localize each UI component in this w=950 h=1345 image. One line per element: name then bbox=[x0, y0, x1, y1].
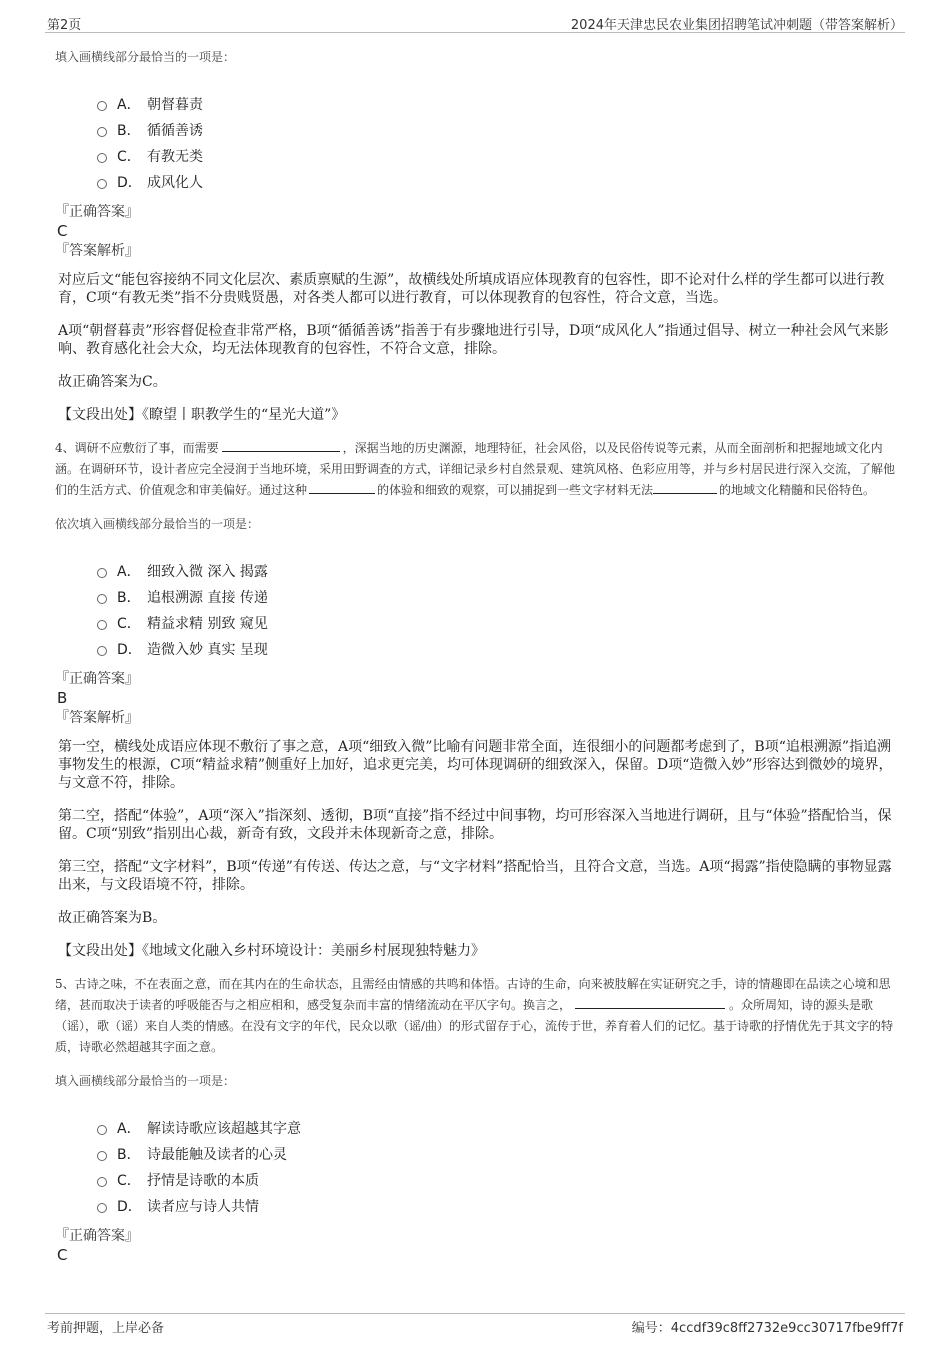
question-text-part: ，深据当地的历史渊源，地理特征，社会风俗，以及民俗传说等元素，从而全面剖析和把握地域文化内涵。在调研环节，设计者应完全浸润于当地环境，采用田野调查的方式，详细记录乡村自然景观、建筑风格、色彩应用等，并与乡村居民进行深入交流，了解他们的生活方式、价值观念和审美偏好。通过这种 bbox=[55, 441, 896, 497]
footer-slogan: 考前押题，上岸必备 bbox=[47, 1321, 165, 1336]
fill-blank bbox=[222, 439, 340, 452]
option-text: 精益求精 别致 窥见 bbox=[147, 616, 268, 632]
question-text-part: 4、调研不应敷衍了事，而需要 bbox=[55, 441, 219, 455]
analysis-body bbox=[55, 271, 895, 391]
radio-icon[interactable] bbox=[97, 620, 107, 630]
option-text: 抒情是诗歌的本质 bbox=[147, 1173, 259, 1189]
option-text: 解读诗歌应该超越其字意 bbox=[147, 1121, 301, 1137]
analysis-paragraph: 第二空，搭配“体验”，A项“深入”指深刻、透彻，B项“直接”指不经过中间事物，均可形容深入当地进行调研，且与“体验”搭配恰当，保留。C项“别致”指别出心裁，新奇有致，文段并未体现新奇之意，排除。 bbox=[58, 808, 892, 842]
page-footer bbox=[45, 1313, 905, 1334]
radio-icon[interactable] bbox=[97, 1177, 107, 1187]
answer-label: 『正确答案』 bbox=[55, 204, 139, 220]
option-letter: D． bbox=[117, 642, 142, 658]
option-letter: B． bbox=[117, 123, 141, 139]
analysis-body bbox=[55, 738, 895, 927]
page-content bbox=[55, 44, 895, 1266]
radio-icon[interactable] bbox=[97, 1203, 107, 1213]
option-letter: A． bbox=[117, 1121, 141, 1137]
question-text-part: 。众所周知，诗的源头是歌（谣），歌（谣）来自人类的情感。在没有文字的年代，民众以歌（谣/曲）的形式留存于心，流传于世，养育着人们的记忆。基于诗歌的抒情优先于其文字的特质，诗歌必然超越其字面之意。 bbox=[55, 998, 894, 1054]
option-letter: D． bbox=[117, 175, 142, 191]
question-text-part: 5、古诗之味，不在表面之意，而在其内在的生命状态，且需经由情感的共鸣和体悟。古诗的生命，向来被肢解在实证研究之手，诗的情趣即在品读之心境和思绪，甚而取决于读者的呼吸能否与之相应相和，感受复杂而丰富的情绪流动在平仄字句。换言之， bbox=[55, 977, 891, 1012]
radio-icon[interactable] bbox=[97, 646, 107, 656]
document-serial: 编号：4ccdf39c8ff2732e9cc30717fbe9ff7f bbox=[631, 1321, 903, 1336]
correct-answer: B bbox=[57, 689, 68, 707]
radio-icon[interactable] bbox=[97, 568, 107, 578]
correct-answer: C bbox=[57, 222, 68, 240]
option-letter: A． bbox=[117, 564, 141, 580]
question-text bbox=[55, 974, 895, 1058]
fill-blank bbox=[653, 481, 717, 494]
fill-blank bbox=[309, 481, 375, 494]
option-b[interactable] bbox=[97, 1141, 895, 1167]
option-b[interactable] bbox=[97, 584, 895, 610]
passage-source: 【文段出处】《地域文化融入乡村环境设计：美丽乡村展现独特魅力》 bbox=[58, 943, 485, 959]
analysis-paragraph: 故正确答案为C。 bbox=[58, 374, 167, 390]
question-5 bbox=[55, 974, 895, 1265]
question-text-part: 的地域文化精髓和民俗特色。 bbox=[719, 483, 876, 497]
option-d[interactable] bbox=[97, 636, 895, 662]
radio-icon[interactable] bbox=[97, 127, 107, 137]
question-prompt: 依次填入画横线部分最恰当的一项是： bbox=[55, 517, 260, 531]
radio-icon[interactable] bbox=[97, 1125, 107, 1135]
option-c[interactable] bbox=[97, 610, 895, 636]
option-letter: B． bbox=[117, 1147, 141, 1163]
radio-icon[interactable] bbox=[97, 179, 107, 189]
answer-label: 『正确答案』 bbox=[55, 671, 139, 687]
option-letter: C． bbox=[117, 1173, 141, 1189]
document-title: 2024年天津忠民农业集团招聘笔试冲刺题（带答案解析） bbox=[570, 18, 903, 33]
option-list bbox=[97, 558, 895, 662]
radio-icon[interactable] bbox=[97, 1151, 107, 1161]
option-d[interactable] bbox=[97, 169, 895, 195]
analysis-paragraph: A项“朝督暮责”形容督促检查非常严格，B项“循循善诱”指善于有步骤地进行引导，D项“成风化人”指通过倡导、树立一种社会风气来影响、教育感化社会大众，均无法体现教育的包容性，不符合文意，排除。 bbox=[58, 323, 889, 357]
question-text bbox=[55, 438, 895, 501]
option-letter: D． bbox=[117, 1199, 142, 1215]
question-prompt: 填入画横线部分最恰当的一项是： bbox=[55, 50, 236, 64]
answer-label: 『正确答案』 bbox=[55, 1228, 139, 1244]
option-text: 追根溯源 直接 传递 bbox=[147, 590, 268, 606]
option-text: 读者应与诗人共情 bbox=[147, 1199, 259, 1215]
option-letter: B． bbox=[117, 590, 141, 606]
correct-answer: C bbox=[57, 1246, 68, 1264]
analysis-label: 『答案解析』 bbox=[55, 710, 139, 726]
option-text: 细致入微 深入 揭露 bbox=[147, 564, 268, 580]
option-c[interactable] bbox=[97, 143, 895, 169]
option-c[interactable] bbox=[97, 1167, 895, 1193]
option-a[interactable] bbox=[97, 558, 895, 584]
question-text-part: 的体验和细致的观察，可以捕捉到一些文字材料无法 bbox=[377, 483, 654, 497]
option-text: 成风化人 bbox=[147, 175, 203, 191]
option-a[interactable] bbox=[97, 1115, 895, 1141]
option-a[interactable] bbox=[97, 91, 895, 117]
option-text: 诗最能触及读者的心灵 bbox=[147, 1147, 287, 1163]
question-4 bbox=[55, 438, 895, 960]
radio-icon[interactable] bbox=[97, 153, 107, 163]
option-text: 朝督暮责 bbox=[147, 97, 203, 113]
option-letter: A． bbox=[117, 97, 141, 113]
option-list bbox=[97, 91, 895, 195]
option-list bbox=[97, 1115, 895, 1219]
option-text: 循循善诱 bbox=[147, 123, 203, 139]
page-header bbox=[45, 12, 905, 33]
page-number: 第2页 bbox=[47, 18, 82, 33]
option-letter: C． bbox=[117, 149, 141, 165]
analysis-paragraph: 对应后文“能包容接纳不同文化层次、素质禀赋的生源”，故横线处所填成语应体现教育的包容性，即不论对什么样的学生都可以进行教育，C项“有教无类”指不分贵贱贤愚，对各类人都可以进行教育，可以体现教育的包容性，符合文意，当选。 bbox=[58, 272, 885, 306]
option-text: 造微入妙 真实 呈现 bbox=[147, 642, 268, 658]
option-text: 有教无类 bbox=[147, 149, 203, 165]
analysis-paragraph: 第三空，搭配“文字材料”，B项“传递”有传送、传达之意，与“文字材料”搭配恰当，且符合文意，当选。A项“揭露”指使隐瞒的事物显露出来，与文段语境不符，排除。 bbox=[58, 859, 892, 893]
radio-icon[interactable] bbox=[97, 101, 107, 111]
analysis-paragraph: 第一空，横线处成语应体现不敷衍了事之意，A项“细致入微”比喻有问题非常全面，连很细小的问题都考虑到了，B项“追根溯源”指追溯事物发生的根源，C项“精益求精”侧重好上加好，追求更完美，均可体现调研的细致深入，保留。D项“造微入妙”形容达到微妙的境界，与文意不符，排除。 bbox=[58, 739, 893, 791]
option-b[interactable] bbox=[97, 117, 895, 143]
option-letter: C． bbox=[117, 616, 141, 632]
analysis-label: 『答案解析』 bbox=[55, 243, 139, 259]
option-d[interactable] bbox=[97, 1193, 895, 1219]
question-3 bbox=[55, 48, 895, 424]
fill-blank bbox=[575, 996, 725, 1009]
passage-source: 【文段出处】《瞭望丨职教学生的“星光大道”》 bbox=[58, 407, 346, 423]
analysis-paragraph: 故正确答案为B。 bbox=[58, 910, 167, 926]
radio-icon[interactable] bbox=[97, 594, 107, 604]
question-prompt: 填入画横线部分最恰当的一项是： bbox=[55, 1074, 236, 1088]
